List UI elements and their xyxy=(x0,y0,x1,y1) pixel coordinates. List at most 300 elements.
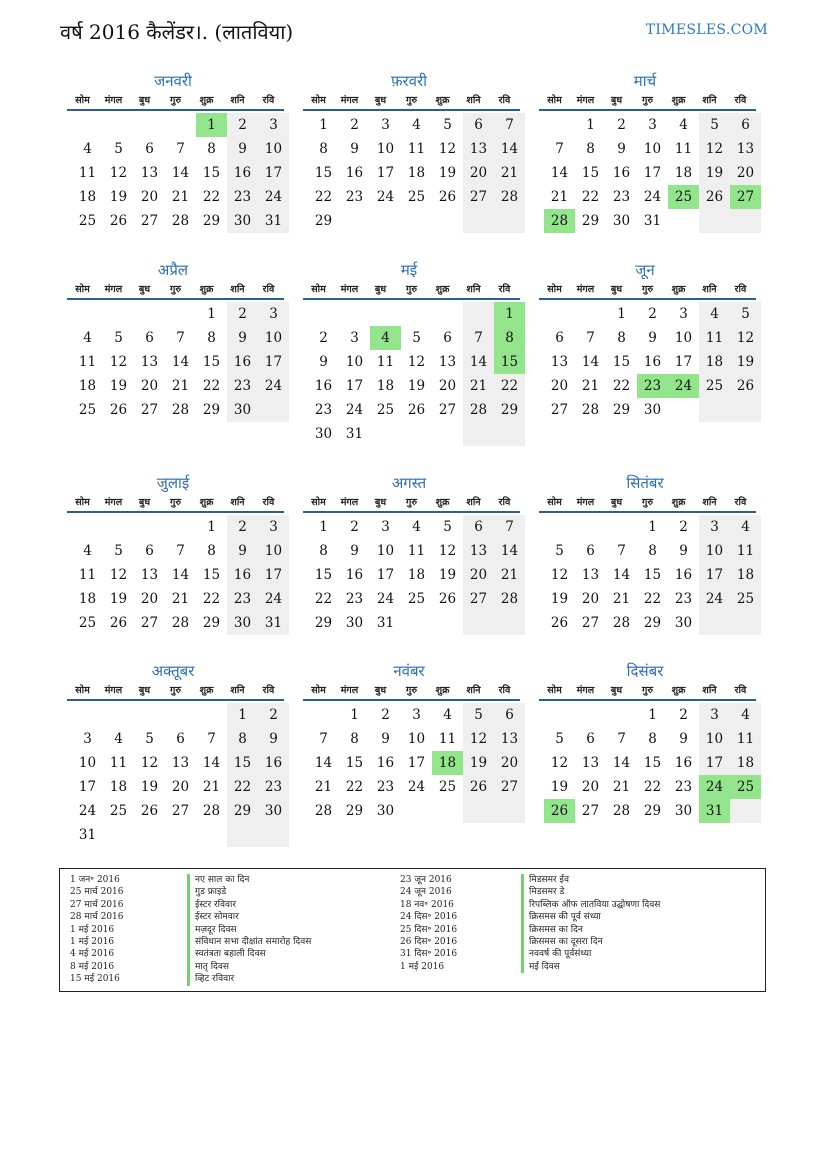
weekday-label: मंगल xyxy=(576,95,595,106)
legend-dates-col-1 xyxy=(70,874,124,986)
day-cell: 26 xyxy=(109,615,128,631)
empty-cell xyxy=(432,799,463,823)
day-cell: 25 xyxy=(730,775,761,799)
day-cell: 25 xyxy=(407,189,426,205)
day-cell: 16 xyxy=(227,563,258,587)
empty-cell xyxy=(544,515,575,539)
page-title: वर्ष 2016 कैलेंडर।. (लातविया) xyxy=(60,20,294,44)
day-cell: 26 xyxy=(730,374,761,398)
day-cell: 14 xyxy=(612,755,631,771)
day-cell: 24 xyxy=(668,374,699,398)
day-cell: 6 xyxy=(730,113,761,137)
empty-cell xyxy=(196,703,227,727)
legend-holiday-name: संविधान सभा दीक्षांत समारोह दिवस xyxy=(187,936,311,948)
month-block xyxy=(534,660,756,823)
day-cell: 18 xyxy=(78,591,97,607)
weekday-label: शुक्र xyxy=(671,497,686,508)
day-cell: 29 xyxy=(643,615,662,631)
weekday-label: शुक्र xyxy=(671,284,686,295)
weekday-label: शुक्र xyxy=(199,95,214,106)
day-cell: 3 xyxy=(258,113,289,137)
weekday-label: मंगल xyxy=(576,497,595,508)
weekday-label: शनि xyxy=(702,685,717,696)
day-cell: 23 xyxy=(376,779,395,795)
day-cell: 9 xyxy=(350,141,359,157)
day-grid xyxy=(298,515,520,635)
day-cell: 24 xyxy=(699,587,730,611)
day-cell: 6 xyxy=(586,731,595,747)
day-cell: 12 xyxy=(550,755,569,771)
empty-cell xyxy=(165,703,196,727)
day-cell: 9 xyxy=(227,137,258,161)
day-cell: 4 xyxy=(83,141,92,157)
weekday-label: सोम xyxy=(311,685,326,696)
day-cell: 24 xyxy=(699,775,730,799)
weekday-label: गुरु xyxy=(169,497,182,508)
day-cell: 8 xyxy=(350,731,359,747)
day-cell: 5 xyxy=(412,330,421,346)
weekday-label: शुक्र xyxy=(199,685,214,696)
weekday-label: रवि xyxy=(262,284,275,295)
day-cell: 4 xyxy=(443,707,452,723)
empty-cell xyxy=(544,113,575,137)
empty-cell xyxy=(544,703,575,727)
day-cell: 18 xyxy=(407,567,426,583)
day-cell: 1 xyxy=(648,519,657,535)
day-cell: 15 xyxy=(581,165,600,181)
weekday-label: शनि xyxy=(230,284,245,295)
day-cell: 30 xyxy=(227,611,258,635)
weekday-header xyxy=(62,281,284,298)
weekday-label: गुरु xyxy=(405,497,418,508)
weekday-label: गुरु xyxy=(641,284,654,295)
legend-date: 26 दिस॰ 2016 xyxy=(400,936,458,947)
day-cell: 9 xyxy=(350,543,359,559)
day-cell: 9 xyxy=(258,727,289,751)
weekday-label: मंगल xyxy=(104,685,123,696)
day-cell: 5 xyxy=(114,543,123,559)
day-cell: 29 xyxy=(643,803,662,819)
empty-cell xyxy=(730,398,761,422)
day-cell: 27 xyxy=(171,803,190,819)
day-cell: 14 xyxy=(494,137,525,161)
weekday-label: शनि xyxy=(466,685,481,696)
day-cell: 21 xyxy=(494,563,525,587)
legend-holiday-name: मिडसमर डे xyxy=(521,886,660,898)
empty-cell xyxy=(370,209,401,233)
legend-date: 24 जून 2016 xyxy=(400,887,452,898)
day-cell: 9 xyxy=(679,731,688,747)
day-cell: 9 xyxy=(319,354,328,370)
weekday-label: शुक्र xyxy=(671,95,686,106)
legend-date: 28 मार्च 2016 xyxy=(70,912,124,923)
month-block xyxy=(534,70,756,233)
day-cell: 24 xyxy=(78,803,97,819)
day-cell: 27 xyxy=(550,402,569,418)
day-cell: 6 xyxy=(145,141,154,157)
day-cell: 18 xyxy=(730,563,761,587)
day-cell: 26 xyxy=(140,803,159,819)
weekday-label: मंगल xyxy=(104,284,123,295)
day-cell: 5 xyxy=(730,302,761,326)
day-cell: 7 xyxy=(176,543,185,559)
day-cell: 13 xyxy=(581,567,600,583)
day-cell: 12 xyxy=(109,567,128,583)
weekday-label: रवि xyxy=(498,284,511,295)
empty-cell xyxy=(575,515,606,539)
day-cell: 10 xyxy=(258,539,289,563)
day-cell: 15 xyxy=(202,165,221,181)
day-cell: 25 xyxy=(376,402,395,418)
day-cell: 22 xyxy=(202,591,221,607)
day-cell: 7 xyxy=(494,515,525,539)
day-cell: 2 xyxy=(350,117,359,133)
day-cell: 25 xyxy=(438,779,457,795)
day-cell: 31 xyxy=(258,611,289,635)
day-cell: 2 xyxy=(679,707,688,723)
day-cell: 8 xyxy=(617,330,626,346)
legend-holiday-name: व्हिट रविवार xyxy=(187,973,311,985)
day-cell: 1 xyxy=(617,306,626,322)
weekday-label: बुध xyxy=(374,685,387,696)
day-cell: 29 xyxy=(202,615,221,631)
day-cell: 11 xyxy=(78,354,97,370)
weekday-label: गुरु xyxy=(641,497,654,508)
day-cell: 20 xyxy=(140,591,159,607)
day-cell: 5 xyxy=(114,330,123,346)
empty-cell xyxy=(668,209,699,233)
weekday-label: सोम xyxy=(311,284,326,295)
day-cell: 16 xyxy=(643,354,662,370)
day-cell: 10 xyxy=(407,731,426,747)
month-block xyxy=(62,472,284,635)
weekday-label: शनि xyxy=(466,95,481,106)
empty-cell xyxy=(72,515,103,539)
empty-cell xyxy=(308,302,339,326)
day-grid xyxy=(62,113,284,233)
day-cell: 3 xyxy=(648,117,657,133)
day-cell: 12 xyxy=(109,165,128,181)
day-cell: 21 xyxy=(612,779,631,795)
day-cell: 22 xyxy=(314,189,333,205)
day-cell: 20 xyxy=(438,378,457,394)
day-cell: 3 xyxy=(699,703,730,727)
day-cell: 22 xyxy=(643,591,662,607)
day-cell: 2 xyxy=(227,515,258,539)
day-cell: 26 xyxy=(109,402,128,418)
legend-holiday-name: ईस्टर रविवार xyxy=(187,899,311,911)
day-cell: 25 xyxy=(668,185,699,209)
day-cell: 14 xyxy=(314,755,333,771)
header-rule xyxy=(303,109,520,111)
empty-cell xyxy=(72,703,103,727)
day-cell: 19 xyxy=(407,378,426,394)
weekday-label: शनि xyxy=(702,284,717,295)
day-cell: 21 xyxy=(463,374,494,398)
weekday-label: बुध xyxy=(610,284,623,295)
day-cell: 16 xyxy=(674,567,693,583)
empty-cell xyxy=(401,209,432,233)
day-cell: 8 xyxy=(648,543,657,559)
day-cell: 12 xyxy=(550,567,569,583)
empty-cell xyxy=(494,611,525,635)
header-rule xyxy=(303,298,520,300)
weekday-label: मंगल xyxy=(340,284,359,295)
weekday-label: बुध xyxy=(138,685,151,696)
day-cell: 19 xyxy=(438,165,457,181)
day-cell: 1 xyxy=(319,519,328,535)
empty-cell xyxy=(432,209,463,233)
day-cell: 15 xyxy=(612,354,631,370)
empty-cell xyxy=(165,302,196,326)
day-cell: 28 xyxy=(612,803,631,819)
weekday-label: सोम xyxy=(547,685,562,696)
empty-cell xyxy=(165,113,196,137)
day-cell: 7 xyxy=(617,731,626,747)
day-cell: 11 xyxy=(438,731,457,747)
day-cell: 22 xyxy=(612,378,631,394)
day-cell: 28 xyxy=(202,803,221,819)
day-cell: 2 xyxy=(617,117,626,133)
site-brand-link[interactable]: TIMESLES.COM xyxy=(645,22,768,38)
day-cell: 2 xyxy=(319,330,328,346)
day-cell: 1 xyxy=(648,707,657,723)
day-cell: 17 xyxy=(376,165,395,181)
day-cell: 1 xyxy=(494,302,525,326)
day-grid xyxy=(62,302,284,422)
month-title: अक्तूबर xyxy=(151,662,195,680)
day-cell: 18 xyxy=(407,165,426,181)
day-cell: 11 xyxy=(730,539,761,563)
day-cell: 27 xyxy=(730,185,761,209)
day-cell: 29 xyxy=(202,213,221,229)
day-cell: 21 xyxy=(202,779,221,795)
weekday-label: शुक्र xyxy=(435,95,450,106)
day-cell: 8 xyxy=(207,330,216,346)
day-cell: 15 xyxy=(227,751,258,775)
day-cell: 25 xyxy=(407,591,426,607)
day-cell: 29 xyxy=(345,803,364,819)
day-cell: 22 xyxy=(581,189,600,205)
weekday-header xyxy=(62,682,284,699)
day-cell: 29 xyxy=(581,213,600,229)
day-cell: 11 xyxy=(407,543,426,559)
empty-cell xyxy=(401,302,432,326)
weekday-label: शुक्र xyxy=(199,497,214,508)
day-cell: 21 xyxy=(581,378,600,394)
day-cell: 24 xyxy=(258,185,289,209)
month-title: मई xyxy=(400,261,418,279)
day-cell: 11 xyxy=(109,755,128,771)
legend-holiday-name: स्वतंत्रता बहाली दिवस xyxy=(187,948,311,960)
day-cell: 27 xyxy=(581,615,600,631)
day-cell: 21 xyxy=(550,189,569,205)
day-cell: 22 xyxy=(345,779,364,795)
empty-cell xyxy=(134,515,165,539)
day-cell: 15 xyxy=(202,567,221,583)
month-block xyxy=(534,472,756,635)
day-cell: 15 xyxy=(202,354,221,370)
month-block xyxy=(298,70,520,233)
month-title: जनवरी xyxy=(154,72,192,90)
day-cell: 30 xyxy=(612,213,631,229)
month-title: सितंबर xyxy=(626,474,664,492)
day-cell: 21 xyxy=(314,779,333,795)
day-cell: 20 xyxy=(494,751,525,775)
day-cell: 26 xyxy=(407,402,426,418)
day-cell: 13 xyxy=(463,539,494,563)
day-cell: 2 xyxy=(350,519,359,535)
day-cell: 15 xyxy=(643,755,662,771)
day-cell: 28 xyxy=(581,402,600,418)
legend-date: 18 नव॰ 2016 xyxy=(400,899,454,910)
day-cell: 12 xyxy=(140,755,159,771)
empty-cell xyxy=(103,302,134,326)
month-title: जून xyxy=(635,261,655,279)
day-cell: 18 xyxy=(376,378,395,394)
month-block xyxy=(298,660,520,823)
legend-date: 25 मार्च 2016 xyxy=(70,887,124,898)
empty-cell xyxy=(401,611,432,635)
day-cell: 20 xyxy=(171,779,190,795)
weekday-label: रवि xyxy=(498,497,511,508)
legend-date: 23 जून 2016 xyxy=(400,875,452,885)
empty-cell xyxy=(401,422,432,446)
day-cell: 15 xyxy=(314,567,333,583)
day-cell: 10 xyxy=(643,141,662,157)
day-cell: 12 xyxy=(730,326,761,350)
empty-cell xyxy=(606,515,637,539)
legend-date: 25 दिस॰ 2016 xyxy=(400,924,458,935)
day-cell: 27 xyxy=(463,185,494,209)
day-cell: 14 xyxy=(612,567,631,583)
day-cell: 8 xyxy=(319,543,328,559)
day-cell: 28 xyxy=(171,213,190,229)
day-cell: 26 xyxy=(544,799,575,823)
day-cell: 28 xyxy=(494,587,525,611)
day-cell: 13 xyxy=(463,137,494,161)
day-cell: 6 xyxy=(145,330,154,346)
legend-dates-col-2 xyxy=(400,874,457,973)
day-cell: 19 xyxy=(109,189,128,205)
empty-cell xyxy=(432,611,463,635)
day-cell: 21 xyxy=(171,591,190,607)
day-cell: 23 xyxy=(227,185,258,209)
empty-cell xyxy=(463,302,494,326)
day-cell: 4 xyxy=(370,326,401,350)
day-cell: 16 xyxy=(345,567,364,583)
day-cell: 13 xyxy=(494,727,525,751)
day-cell: 31 xyxy=(345,426,364,442)
day-cell: 25 xyxy=(109,803,128,819)
day-cell: 22 xyxy=(643,779,662,795)
day-cell: 23 xyxy=(345,189,364,205)
day-cell: 17 xyxy=(258,161,289,185)
empty-cell xyxy=(730,799,761,823)
month-block xyxy=(62,259,284,422)
day-cell: 19 xyxy=(438,567,457,583)
empty-cell xyxy=(730,209,761,233)
day-cell: 7 xyxy=(176,330,185,346)
day-cell: 4 xyxy=(730,703,761,727)
day-cell: 20 xyxy=(581,591,600,607)
weekday-label: गुरु xyxy=(405,95,418,106)
day-cell: 3 xyxy=(258,515,289,539)
weekday-label: मंगल xyxy=(340,685,359,696)
day-cell: 6 xyxy=(555,330,564,346)
weekday-label: मंगल xyxy=(104,95,123,106)
legend-date: 1 मई 2016 xyxy=(70,936,115,947)
weekday-label: मंगल xyxy=(576,685,595,696)
weekday-header xyxy=(298,92,520,109)
day-cell: 12 xyxy=(407,354,426,370)
day-cell: 13 xyxy=(140,354,159,370)
weekday-label: रवि xyxy=(734,95,747,106)
day-cell: 3 xyxy=(83,731,92,747)
weekday-label: गुरु xyxy=(641,95,654,106)
day-cell: 10 xyxy=(258,326,289,350)
day-cell: 19 xyxy=(109,378,128,394)
legend-date: 1 मई 2016 xyxy=(70,924,115,935)
weekday-label: रवि xyxy=(734,284,747,295)
day-cell: 4 xyxy=(679,117,688,133)
month-block xyxy=(534,259,756,422)
day-cell: 9 xyxy=(648,330,657,346)
legend-holiday-name: रिपब्लिक ऑफ लातविया उद्घोषणा दिवस xyxy=(521,899,660,911)
day-cell: 13 xyxy=(140,165,159,181)
day-grid xyxy=(298,302,520,446)
day-cell: 5 xyxy=(443,117,452,133)
header-rule xyxy=(67,109,284,111)
day-cell: 5 xyxy=(463,703,494,727)
empty-cell xyxy=(134,823,165,847)
weekday-header xyxy=(298,494,520,511)
day-cell: 3 xyxy=(381,117,390,133)
day-cell: 4 xyxy=(83,543,92,559)
day-cell: 30 xyxy=(376,803,395,819)
legend-holiday-name: नए साल का दिन xyxy=(187,874,311,886)
day-cell: 8 xyxy=(207,543,216,559)
day-cell: 24 xyxy=(407,779,426,795)
legend-holiday-name: मई दिवस xyxy=(521,961,660,973)
day-cell: 30 xyxy=(258,799,289,823)
header-rule xyxy=(67,511,284,513)
day-cell: 1 xyxy=(586,117,595,133)
month-block xyxy=(298,472,520,635)
header-rule xyxy=(67,298,284,300)
day-cell: 18 xyxy=(432,751,463,775)
header-rule xyxy=(303,699,520,701)
day-cell: 31 xyxy=(699,799,730,823)
header-rule xyxy=(539,699,756,701)
day-cell: 15 xyxy=(314,165,333,181)
day-cell: 14 xyxy=(202,755,221,771)
weekday-label: शनि xyxy=(230,685,245,696)
day-cell: 13 xyxy=(140,567,159,583)
day-cell: 16 xyxy=(227,161,258,185)
weekday-label: रवि xyxy=(262,95,275,106)
empty-cell xyxy=(606,703,637,727)
legend-holiday-name: नववर्ष की पूर्वसंध्या xyxy=(521,948,660,960)
month-title: अगस्त xyxy=(391,474,427,492)
header-rule xyxy=(539,298,756,300)
legend-holiday-name: मिडसमर ईव xyxy=(521,874,660,886)
month-title: अप्रैल xyxy=(157,261,189,279)
legend-holiday-name: मातृ दिवस xyxy=(187,961,311,973)
day-cell: 13 xyxy=(438,354,457,370)
empty-cell xyxy=(544,302,575,326)
weekday-header xyxy=(534,494,756,511)
